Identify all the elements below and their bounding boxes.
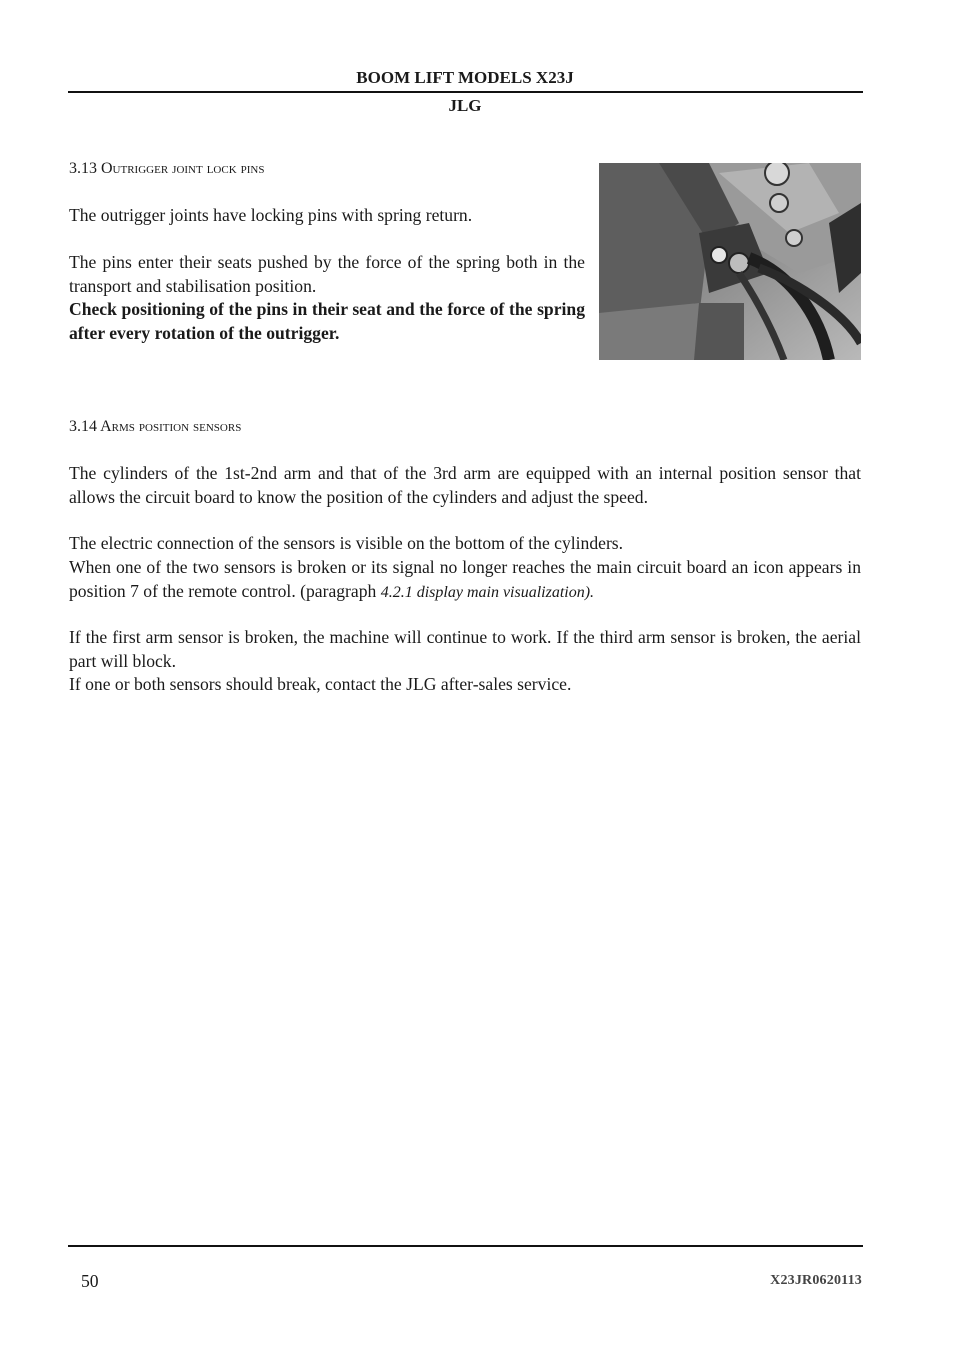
footer-divider <box>68 1245 863 1247</box>
page-number: 50 <box>81 1271 99 1291</box>
section-313-warning: Check positioning of the pins in their seat and the force of the spring after every rotation of the outrigger. <box>69 299 585 343</box>
section-313-heading: 3.13 Outrigger joint lock pins <box>69 160 265 177</box>
document-code: X23JR0620113 <box>770 1273 862 1288</box>
section-314-paragraph-1: The cylinders of the 1st-2nd arm and that of the 3rd arm are equipped with an internal position sensor that allows the circuit board to know the position of the cylinders and adjust the speed. <box>69 463 861 507</box>
section-313-paragraph-2: The pins enter their seats pushed by the force of the spring both in the transport and stabilisation position. <box>69 252 585 296</box>
section-314-paragraph-2: The electric connection of the sensors is visible on the bottom of the cylinders. <box>69 533 624 553</box>
section-314-paragraph-3-text: When one of the two sensors is broken or its signal no longer reaches the main circuit board an icon appears in position 7 of the remote control. (paragraph <box>69 557 861 601</box>
section-314-paragraph-5: If one or both sensors should break, contact the JLG after-sales service. <box>69 674 572 694</box>
header-subtitle: JLG <box>448 96 482 115</box>
outrigger-joint-photo <box>599 163 861 360</box>
header-divider <box>68 91 863 93</box>
section-314-heading: 3.14 Arms position sensors <box>69 418 242 435</box>
paragraph-reference: 4.2.1 display main visualization). <box>380 583 595 601</box>
header-title: BOOM LIFT MODELS X23J <box>356 68 574 87</box>
section-314-paragraph-3 <box>69 556 861 604</box>
section-313-paragraph-1: The outrigger joints have locking pins with spring return. <box>69 205 473 225</box>
section-314-paragraph-4: If the first arm sensor is broken, the machine will continue to work. If the third arm sensor is broken, the aerial part will block. <box>69 627 861 671</box>
outrigger-joint-photo-graphic <box>599 163 861 360</box>
